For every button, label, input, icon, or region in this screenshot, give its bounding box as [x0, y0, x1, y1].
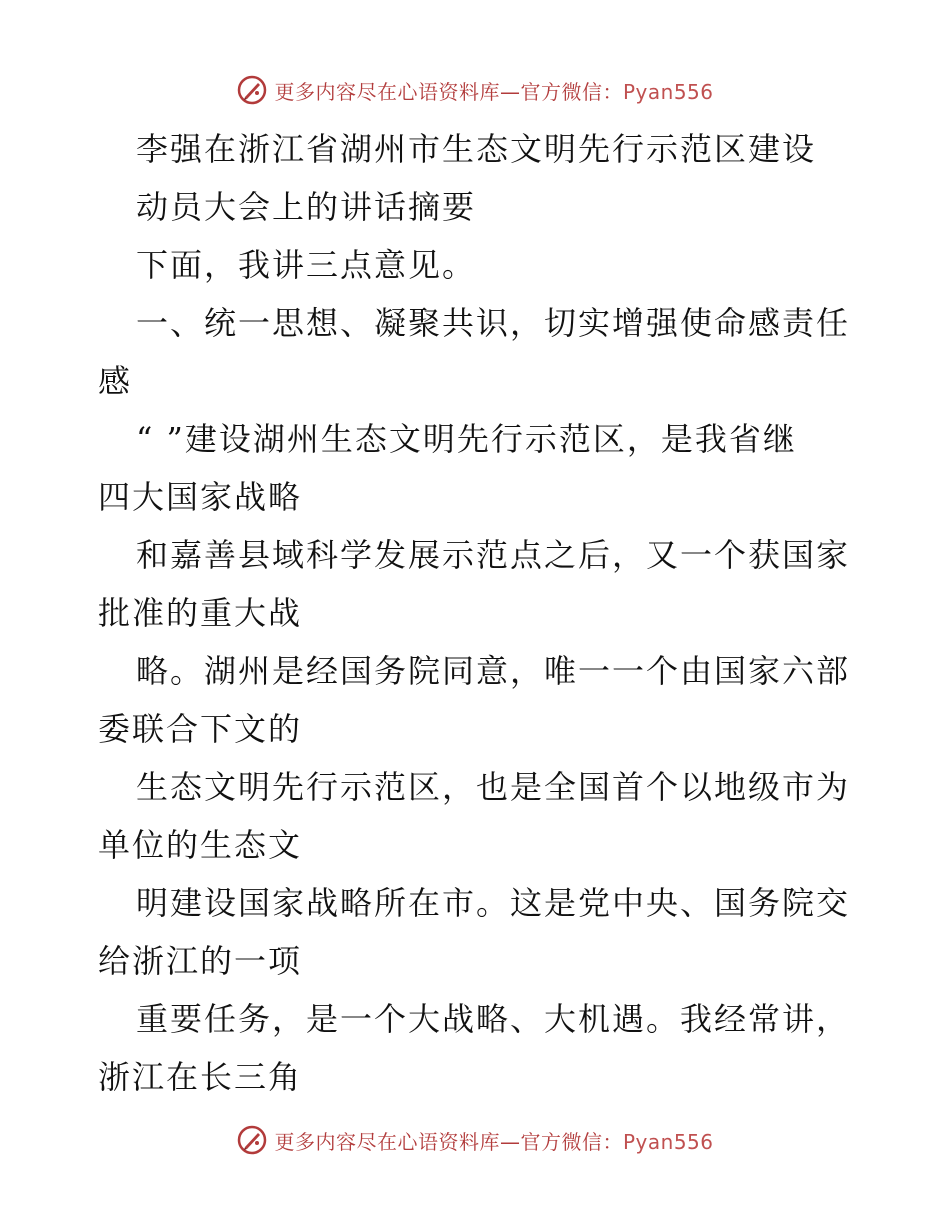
paragraph-line: 略。湖州是经国务院同意，唯一一个由国家六部 委联合下文的 — [98, 652, 851, 748]
section-heading-1: 一、统一思想、凝聚共识，切实增强使命感责任 感 — [98, 304, 851, 400]
paragraph-line: 重要任务，是一个大战略、大机遇。我经常讲， 浙江在长三角 — [98, 1000, 851, 1096]
paragraph-line: “ ”建设湖州生态文明先行示范区，是我省继 四大国家战略 — [98, 420, 797, 516]
pen-logo-icon — [236, 1124, 268, 1156]
paragraph-line: 和嘉善县域科学发展示范点之后，又一个获国家 批准的重大战 — [98, 536, 851, 632]
page-footer-watermark — [0, 1120, 950, 1160]
document-body — [98, 120, 858, 1106]
document-title-line-2: 动员大会上的讲话摘要 — [136, 188, 477, 226]
page-header-watermark — [0, 70, 950, 110]
paragraph-line: 明建设国家战略所在市。这是党中央、国务院交 给浙江的一项 — [98, 884, 851, 980]
pen-logo-icon — [236, 74, 268, 106]
paragraph-line: 生态文明先行示范区，也是全国首个以地级市为 单位的生态文 — [98, 768, 851, 864]
document-title: 李强在浙江省湖州市生态文明先行示范区建设 — [136, 130, 817, 168]
watermark-text: 更多内容尽在心语资料库—官方微信：Pyan556 — [274, 1129, 714, 1154]
watermark-text: 更多内容尽在心语资料库—官方微信：Pyan556 — [274, 79, 714, 104]
paragraph-intro: 下面，我讲三点意见。 — [136, 246, 477, 284]
